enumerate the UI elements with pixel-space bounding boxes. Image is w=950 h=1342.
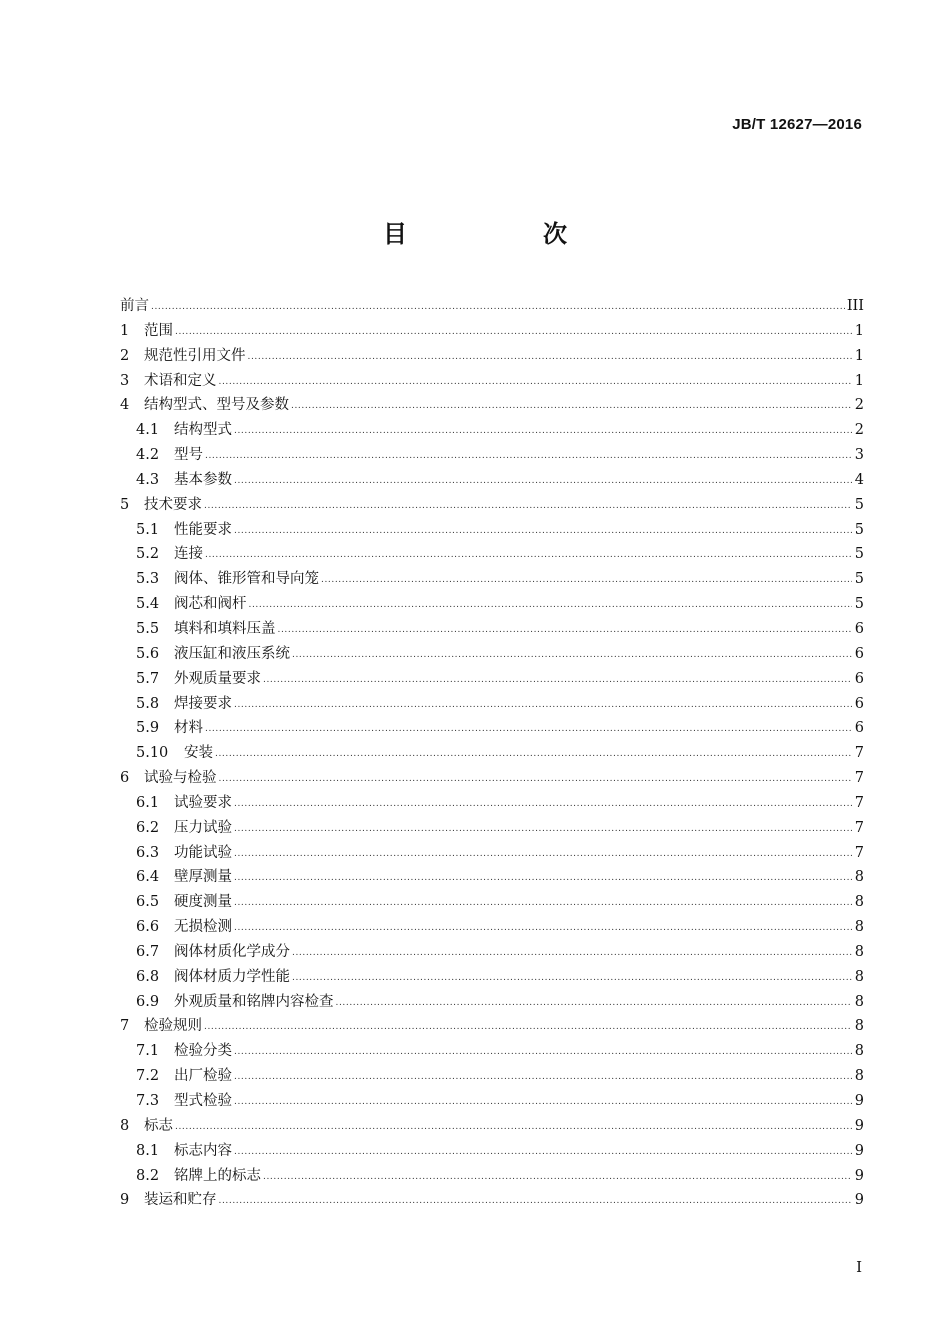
- toc-entry[interactable]: [120, 468, 864, 493]
- dot-leader: [204, 1015, 852, 1040]
- toc-entry-page: 1: [854, 322, 864, 339]
- toc-entry-number: 4.2: [136, 447, 160, 464]
- toc-entry-number: 4: [120, 397, 130, 414]
- toc-entry-page: 7: [854, 819, 864, 836]
- toc-entry[interactable]: [120, 1188, 864, 1213]
- toc-entry-title: 试验与检验: [144, 770, 217, 787]
- toc-entry-title: 出厂检验: [174, 1068, 232, 1085]
- toc-entry-number: 7.1: [136, 1043, 160, 1060]
- toc-entry-page: 1: [854, 372, 864, 389]
- toc-entry-page: 8: [854, 968, 864, 985]
- dot-leader: [263, 668, 852, 693]
- toc-entry-title: 标志内容: [174, 1142, 232, 1159]
- toc-entry-page: 5: [854, 571, 864, 588]
- toc-entry[interactable]: [120, 1064, 864, 1089]
- toc-entry-title: 填料和填料压盖: [174, 620, 276, 637]
- dot-leader: [234, 469, 852, 494]
- toc-entry-title: 范围: [144, 322, 173, 339]
- toc-entry-number: 6.1: [136, 794, 160, 811]
- toc-entry-page: 4: [854, 471, 864, 488]
- dot-leader: [205, 543, 852, 568]
- toc-entry-number: 6.3: [136, 844, 160, 861]
- toc-entry-number: 5.7: [136, 670, 160, 687]
- toc-entry-number: 8.1: [136, 1142, 160, 1159]
- toc-entry-number: 4.3: [136, 471, 160, 488]
- toc-entry[interactable]: [120, 518, 864, 543]
- toc-entry[interactable]: [120, 890, 864, 915]
- toc-entry-title: 标志: [144, 1117, 173, 1134]
- toc-entry[interactable]: [120, 418, 864, 443]
- dot-leader: [292, 966, 852, 991]
- dot-leader: [234, 866, 852, 891]
- toc-entry[interactable]: [120, 692, 864, 717]
- toc-entry[interactable]: [120, 369, 864, 394]
- toc-entry-page: 3: [854, 447, 864, 464]
- toc-entry-title: 型式检验: [174, 1093, 232, 1109]
- toc-entry[interactable]: [120, 1114, 864, 1139]
- toc-entry[interactable]: [120, 1164, 864, 1189]
- toc-entry-title: 阀芯和阀杆: [174, 596, 247, 613]
- toc-entry-page: 7: [854, 794, 864, 811]
- toc-entry-title: 试验要求: [174, 794, 232, 811]
- toc-entry-number: 5.3: [136, 571, 160, 588]
- toc-entry-title: 无损检测: [174, 919, 232, 936]
- dot-leader: [205, 444, 852, 469]
- toc-entry-page: 5: [854, 546, 864, 563]
- toc-entry-number: 6.7: [136, 943, 160, 960]
- toc-entry-number: 9: [120, 1192, 130, 1209]
- toc-entry-page: 9: [854, 1167, 864, 1184]
- toc-entry-title: 阀体材质化学成分: [174, 943, 290, 960]
- toc-entry-page: 8: [854, 943, 864, 960]
- toc-entry-number: 5.6: [136, 645, 160, 662]
- toc-entry-page: 9: [854, 1142, 864, 1159]
- toc-entry-title: 阀体材质力学性能: [174, 968, 290, 985]
- toc-entry[interactable]: [120, 915, 864, 940]
- toc-entry-page: 9: [854, 1093, 864, 1109]
- toc-entry[interactable]: [120, 940, 864, 965]
- dot-leader: [248, 345, 853, 370]
- toc-entry[interactable]: [120, 816, 864, 841]
- toc-entry-title: 基本参数: [174, 471, 232, 488]
- dot-leader: [234, 693, 852, 718]
- toc-title: 目 次: [383, 220, 623, 248]
- toc-entry[interactable]: [120, 567, 864, 592]
- toc-entry-title: 安装: [184, 745, 213, 762]
- standard-code: JB/T 12627—2016: [732, 116, 862, 133]
- toc-entry-number: 6.9: [136, 993, 160, 1010]
- toc-entry-number: 5.1: [136, 521, 160, 538]
- toc-entry[interactable]: [120, 542, 864, 567]
- dot-leader: [215, 742, 852, 767]
- toc-entry-title: 结构型式: [174, 422, 232, 439]
- toc-entry-title: 壁厚测量: [174, 869, 232, 886]
- toc-entry[interactable]: [120, 393, 864, 418]
- toc-entry-number: 6.5: [136, 894, 160, 911]
- toc-entry-page: 8: [854, 894, 864, 911]
- toc-entry-number: 3: [120, 372, 130, 389]
- toc-entry[interactable]: [120, 667, 864, 692]
- dot-leader: [234, 842, 852, 867]
- dot-leader: [219, 1189, 853, 1214]
- toc-entry[interactable]: [120, 716, 864, 741]
- toc-entry[interactable]: [120, 294, 864, 319]
- toc-entry-page: 9: [854, 1117, 864, 1134]
- toc-entry-number: 2: [120, 347, 130, 364]
- toc-entry-page: 6: [854, 720, 864, 737]
- toc-entry-number: 6: [120, 770, 130, 787]
- toc-entry-page: 6: [854, 645, 864, 662]
- toc-entry-number: 6.2: [136, 819, 160, 836]
- dot-leader: [205, 717, 852, 742]
- toc-entry-title: 铭牌上的标志: [174, 1167, 261, 1184]
- toc-entry-number: 5.8: [136, 695, 160, 712]
- toc-entry[interactable]: [120, 741, 864, 766]
- toc-entry[interactable]: [120, 841, 864, 866]
- dot-leader: [219, 370, 853, 395]
- toc-entry-page: 9: [854, 1192, 864, 1209]
- toc-entry-number: 7: [120, 1018, 130, 1035]
- toc-entry[interactable]: [120, 1139, 864, 1164]
- toc-entry[interactable]: [120, 1089, 864, 1114]
- toc-entry-page: 7: [854, 770, 864, 787]
- toc-entry-title: 检验分类: [174, 1043, 232, 1060]
- toc-entry-title: 术语和定义: [144, 372, 217, 389]
- dot-leader: [234, 817, 852, 842]
- dot-leader: [204, 494, 852, 519]
- dot-leader: [151, 295, 845, 320]
- toc-entry-number: 1: [120, 322, 130, 339]
- dot-leader: [234, 1090, 852, 1115]
- toc-entry-page: 8: [854, 1068, 864, 1085]
- toc-entry-page: 6: [854, 670, 864, 687]
- toc-entry-number: 7.2: [136, 1068, 160, 1085]
- toc-entry[interactable]: [120, 592, 864, 617]
- toc-entry-page: 2: [854, 422, 864, 439]
- toc-entry-title: 检验规则: [144, 1018, 202, 1035]
- toc-entry-page: 6: [854, 695, 864, 712]
- toc-entry-title: 硬度测量: [174, 894, 232, 911]
- toc-entry-number: 4.1: [136, 422, 160, 439]
- dot-leader: [234, 519, 852, 544]
- toc-entry[interactable]: [120, 617, 864, 642]
- toc-entry-number: 5.4: [136, 596, 160, 613]
- toc-entry-page: 5: [854, 496, 864, 513]
- toc-entry[interactable]: [120, 319, 864, 344]
- toc-entry[interactable]: [120, 1014, 864, 1039]
- dot-leader: [278, 618, 853, 643]
- toc-entry-title: 结构型式、型号及参数: [144, 397, 289, 414]
- toc-entry-number: 5.10: [136, 745, 169, 762]
- toc-entry-number: 5: [120, 496, 130, 513]
- dot-leader: [234, 792, 852, 817]
- toc-entry-title: 材料: [174, 720, 203, 737]
- dot-leader: [292, 941, 852, 966]
- dot-leader: [263, 1165, 852, 1190]
- dot-leader: [234, 891, 852, 916]
- dot-leader: [249, 593, 853, 618]
- toc-entry-title: 前言: [120, 298, 149, 314]
- toc-entry[interactable]: [120, 965, 864, 990]
- toc-entry-page: 8: [854, 1018, 864, 1035]
- toc-entry-title: 连接: [174, 546, 203, 563]
- toc-entry-number: 5.2: [136, 546, 160, 563]
- toc-entry[interactable]: [120, 1039, 864, 1064]
- toc-entry-title: 功能试验: [174, 844, 232, 861]
- toc-entry-page: 1: [854, 347, 864, 364]
- toc-entry[interactable]: [120, 865, 864, 890]
- toc-entry-title: 性能要求: [174, 521, 232, 538]
- page-number: I: [856, 1258, 862, 1276]
- table-of-contents: [120, 294, 864, 1213]
- dot-leader: [234, 1040, 852, 1065]
- toc-entry-title: 装运和贮存: [144, 1192, 217, 1209]
- toc-entry-page: 8: [854, 993, 864, 1010]
- dot-leader: [234, 916, 852, 941]
- toc-entry-title: 外观质量和铭牌内容检查: [174, 993, 334, 1010]
- dot-leader: [234, 1065, 852, 1090]
- toc-entry-number: 6.6: [136, 919, 160, 936]
- dot-leader: [219, 767, 853, 792]
- dot-leader: [321, 568, 852, 593]
- toc-entry-title: 型号: [174, 447, 203, 464]
- toc-entry-title: 阀体、锥形管和导向笼: [174, 571, 319, 588]
- toc-entry-number: 6.4: [136, 869, 160, 886]
- dot-leader: [292, 643, 852, 668]
- toc-entry-title: 技术要求: [144, 496, 202, 513]
- toc-entry-page: 7: [854, 844, 864, 861]
- toc-entry[interactable]: [120, 791, 864, 816]
- toc-entry-page: 8: [854, 1043, 864, 1060]
- toc-entry-number: 5.5: [136, 620, 160, 637]
- toc-entry-number: 8.2: [136, 1167, 160, 1184]
- toc-entry-title: 外观质量要求: [174, 670, 261, 687]
- toc-entry-page: 5: [854, 521, 864, 538]
- dot-leader: [234, 1140, 852, 1165]
- toc-entry-number: 7.3: [136, 1093, 160, 1109]
- toc-entry-page: 7: [854, 745, 864, 762]
- toc-entry[interactable]: [120, 443, 864, 468]
- toc-entry[interactable]: [120, 766, 864, 791]
- toc-entry-title: 焊接要求: [174, 695, 232, 712]
- toc-entry-page: 6: [854, 620, 864, 637]
- toc-entry-number: 5.9: [136, 720, 160, 737]
- dot-leader: [175, 1115, 852, 1140]
- toc-entry-title: 液压缸和液压系统: [174, 645, 290, 662]
- toc-entry-page: 8: [854, 869, 864, 886]
- toc-entry-title: 规范性引用文件: [144, 347, 246, 364]
- toc-entry-title: 压力试验: [174, 819, 232, 836]
- dot-leader: [175, 320, 852, 345]
- dot-leader: [336, 991, 853, 1016]
- toc-entry-page: 5: [854, 596, 864, 613]
- toc-entry[interactable]: [120, 493, 864, 518]
- toc-entry-number: 6.8: [136, 968, 160, 985]
- toc-entry[interactable]: [120, 990, 864, 1015]
- toc-entry[interactable]: [120, 344, 864, 369]
- toc-entry-page: 8: [854, 919, 864, 936]
- dot-leader: [291, 394, 852, 419]
- dot-leader: [234, 419, 852, 444]
- toc-entry[interactable]: [120, 642, 864, 667]
- toc-entry-number: 8: [120, 1117, 130, 1134]
- toc-entry-page: 2: [854, 397, 864, 414]
- toc-entry-page: III: [846, 298, 864, 314]
